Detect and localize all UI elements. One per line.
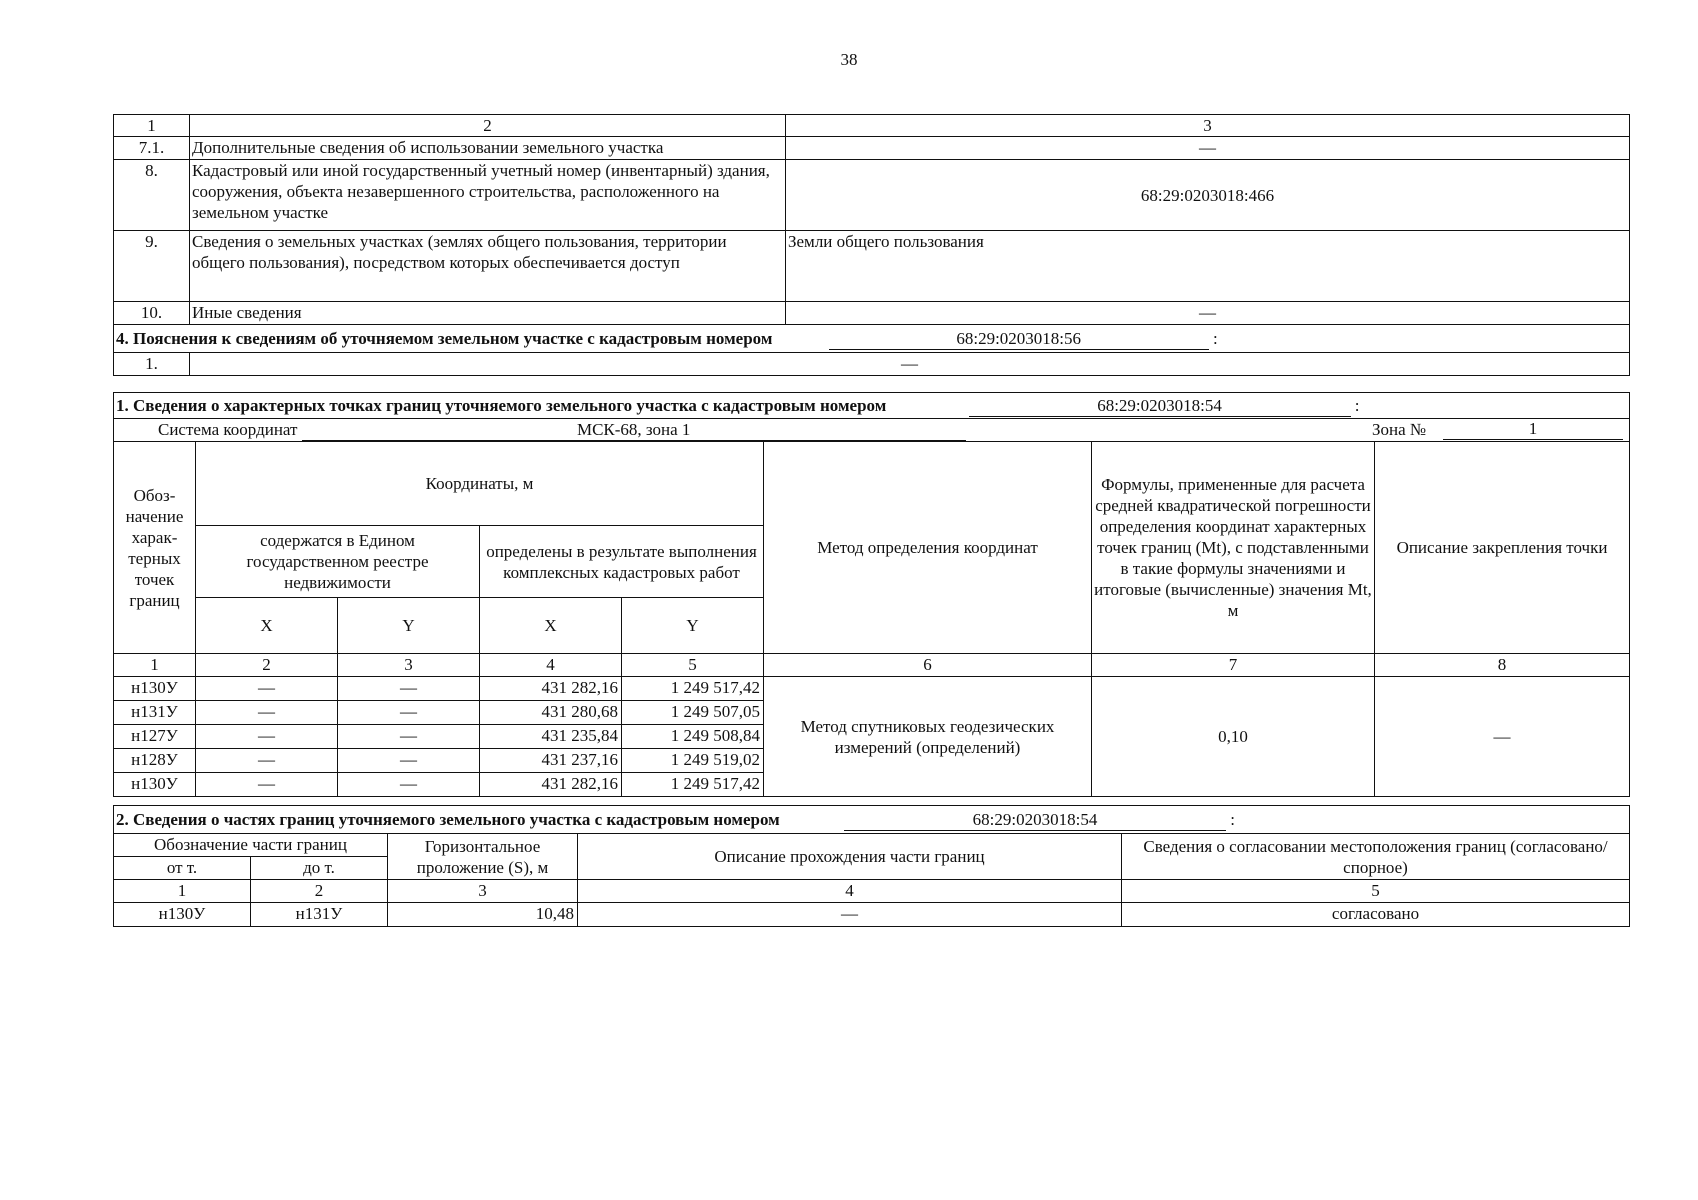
egrn-x: — bbox=[196, 725, 338, 749]
zone-label: Зона № bbox=[1372, 420, 1427, 439]
complex-y-header: Y bbox=[622, 598, 764, 654]
egrn-x: — bbox=[196, 773, 338, 797]
egrn-y: — bbox=[338, 677, 480, 701]
agreement-header: Сведения о согласовании местоположения границ (согласовано/спорное) bbox=[1122, 834, 1630, 880]
part-from: н130У bbox=[114, 903, 251, 927]
point-designation: н127У bbox=[114, 725, 196, 749]
table-row bbox=[114, 302, 1630, 325]
row-value: — bbox=[786, 137, 1630, 160]
section4-colon: : bbox=[1212, 328, 1218, 348]
col-number: 1 bbox=[114, 654, 196, 677]
coord-y: 1 249 517,42 bbox=[622, 677, 764, 701]
description-header: Описание прохождения части границ bbox=[578, 834, 1122, 880]
egrn-y: — bbox=[338, 701, 480, 725]
col-number: 2 bbox=[251, 880, 388, 903]
coordinates-header: Координаты, м bbox=[196, 442, 764, 526]
col-number: 7 bbox=[1092, 654, 1375, 677]
col-number: 5 bbox=[1122, 880, 1630, 903]
point-designation: н130У bbox=[114, 773, 196, 797]
col-number: 6 bbox=[764, 654, 1092, 677]
coord-y: 1 249 517,42 bbox=[622, 773, 764, 797]
row-label: Кадастровый или иной государственный учетный номер (инвентарный) здания, сооружения, объекта незавершенного строительства, расположенного на земельном участке bbox=[190, 160, 786, 231]
row-number: 9. bbox=[114, 231, 190, 302]
points-colon: : bbox=[1354, 395, 1360, 415]
point-designation: н131У bbox=[114, 701, 196, 725]
parts-heading bbox=[114, 806, 1630, 834]
method-header: Метод определения координат bbox=[764, 442, 1092, 654]
coord-y: 1 249 507,05 bbox=[622, 701, 764, 725]
row-value: 68:29:0203018:466 bbox=[786, 160, 1630, 231]
col-number: 3 bbox=[338, 654, 480, 677]
table-row bbox=[114, 231, 1630, 302]
points-heading bbox=[114, 393, 1630, 419]
col-number: 1 bbox=[114, 880, 251, 903]
table-row bbox=[114, 353, 1630, 376]
col-number: 8 bbox=[1375, 654, 1630, 677]
boundary-parts-table bbox=[113, 805, 1630, 927]
coord-system-line bbox=[114, 419, 1630, 442]
col-header-1: 1 bbox=[114, 115, 190, 137]
points-cadastral-number: 68:29:0203018:54 bbox=[969, 395, 1351, 417]
table-row bbox=[114, 137, 1630, 160]
table-row bbox=[114, 160, 1630, 231]
coord-y: 1 249 519,02 bbox=[622, 749, 764, 773]
col-number: 4 bbox=[578, 880, 1122, 903]
page-number: 38 bbox=[840, 50, 858, 69]
table-row bbox=[114, 677, 1630, 701]
col-number: 5 bbox=[622, 654, 764, 677]
col-header-2: 2 bbox=[190, 115, 786, 137]
col-number: 2 bbox=[196, 654, 338, 677]
method-value: Метод спутниковых геодезических измерений (определений) bbox=[764, 677, 1092, 797]
designation-header: Обоз-начение харак-терных точек границ bbox=[114, 442, 196, 654]
egrn-y-header: Y bbox=[338, 598, 480, 654]
egrn-y: — bbox=[338, 725, 480, 749]
part-designation-header: Обозначение части границ bbox=[114, 834, 388, 857]
complex-x-header: X bbox=[480, 598, 622, 654]
point-designation: н128У bbox=[114, 749, 196, 773]
table-row bbox=[114, 903, 1630, 927]
coord-x: 431 235,84 bbox=[480, 725, 622, 749]
egrn-y: — bbox=[338, 749, 480, 773]
point-designation: н130У bbox=[114, 677, 196, 701]
horizontal-header: Горизонтальное проложение (S), м bbox=[388, 834, 578, 880]
row-number: 10. bbox=[114, 302, 190, 325]
part-agreement: согласовано bbox=[1122, 903, 1630, 927]
fixing-value: — bbox=[1375, 677, 1630, 797]
coord-x: 431 280,68 bbox=[480, 701, 622, 725]
col-header-3: 3 bbox=[786, 115, 1630, 137]
part-to: н131У bbox=[251, 903, 388, 927]
row-number: 8. bbox=[114, 160, 190, 231]
section4-cadastral-number: 68:29:0203018:56 bbox=[829, 328, 1209, 350]
coord-y: 1 249 508,84 bbox=[622, 725, 764, 749]
zone-value: 1 bbox=[1443, 419, 1623, 440]
row-number: 1. bbox=[114, 353, 190, 376]
col-number: 4 bbox=[480, 654, 622, 677]
egrn-x-header: X bbox=[196, 598, 338, 654]
part-length: 10,48 bbox=[388, 903, 578, 927]
from-header: от т. bbox=[114, 857, 251, 880]
egrn-y: — bbox=[338, 773, 480, 797]
row-value: — bbox=[190, 353, 1630, 376]
to-header: до т. bbox=[251, 857, 388, 880]
boundary-points-table bbox=[113, 392, 1630, 797]
egrn-header: содержатся в Едином государственном реестре недвижимости bbox=[196, 526, 480, 598]
egrn-x: — bbox=[196, 749, 338, 773]
row-label: Сведения о земельных участках (землях общего пользования, территории общего пользования), посредством которых обеспечивается доступ bbox=[190, 231, 786, 302]
col-number: 3 bbox=[388, 880, 578, 903]
points-title: 1. Сведения о характерных точках границ уточняемого земельного участка с кадастровым номером bbox=[116, 395, 887, 415]
row-label: Дополнительные сведения об использовании земельного участка bbox=[190, 137, 786, 160]
egrn-x: — bbox=[196, 701, 338, 725]
coord-x: 431 237,16 bbox=[480, 749, 622, 773]
fixing-header: Описание закрепления точки bbox=[1375, 442, 1630, 654]
land-info-table bbox=[113, 114, 1630, 376]
row-value: Земли общего пользования bbox=[786, 231, 1630, 302]
egrn-x: — bbox=[196, 677, 338, 701]
mt-value: 0,10 bbox=[1092, 677, 1375, 797]
coord-x: 431 282,16 bbox=[480, 773, 622, 797]
row-number: 7.1. bbox=[114, 137, 190, 160]
parts-title: 2. Сведения о частях границ уточняемого земельного участка с кадастровым номером bbox=[116, 809, 780, 829]
coord-system-label: Система координат bbox=[158, 420, 298, 439]
coord-system-value: МСК-68, зона 1 bbox=[302, 419, 966, 441]
coord-x: 431 282,16 bbox=[480, 677, 622, 701]
row-label: Иные сведения bbox=[190, 302, 786, 325]
parts-colon: : bbox=[1230, 809, 1235, 829]
section4-title: 4. Пояснения к сведениям об уточняемом земельном участке с кадастровым номером bbox=[116, 328, 773, 348]
complex-works-header: определены в результате выполнения комплексных кадастровых работ bbox=[480, 526, 764, 598]
section4-heading bbox=[114, 325, 1630, 353]
row-value: — bbox=[786, 302, 1630, 325]
formulas-header: Формулы, примененные для расчета средней квадратической погрешности определения координат характерных точек границ (Mt), с подставленными в такие формулы значениями и итоговые (вычисленные) значения Mt, м bbox=[1092, 442, 1375, 654]
parts-cadastral-number: 68:29:0203018:54 bbox=[844, 809, 1226, 831]
part-description: — bbox=[578, 903, 1122, 927]
